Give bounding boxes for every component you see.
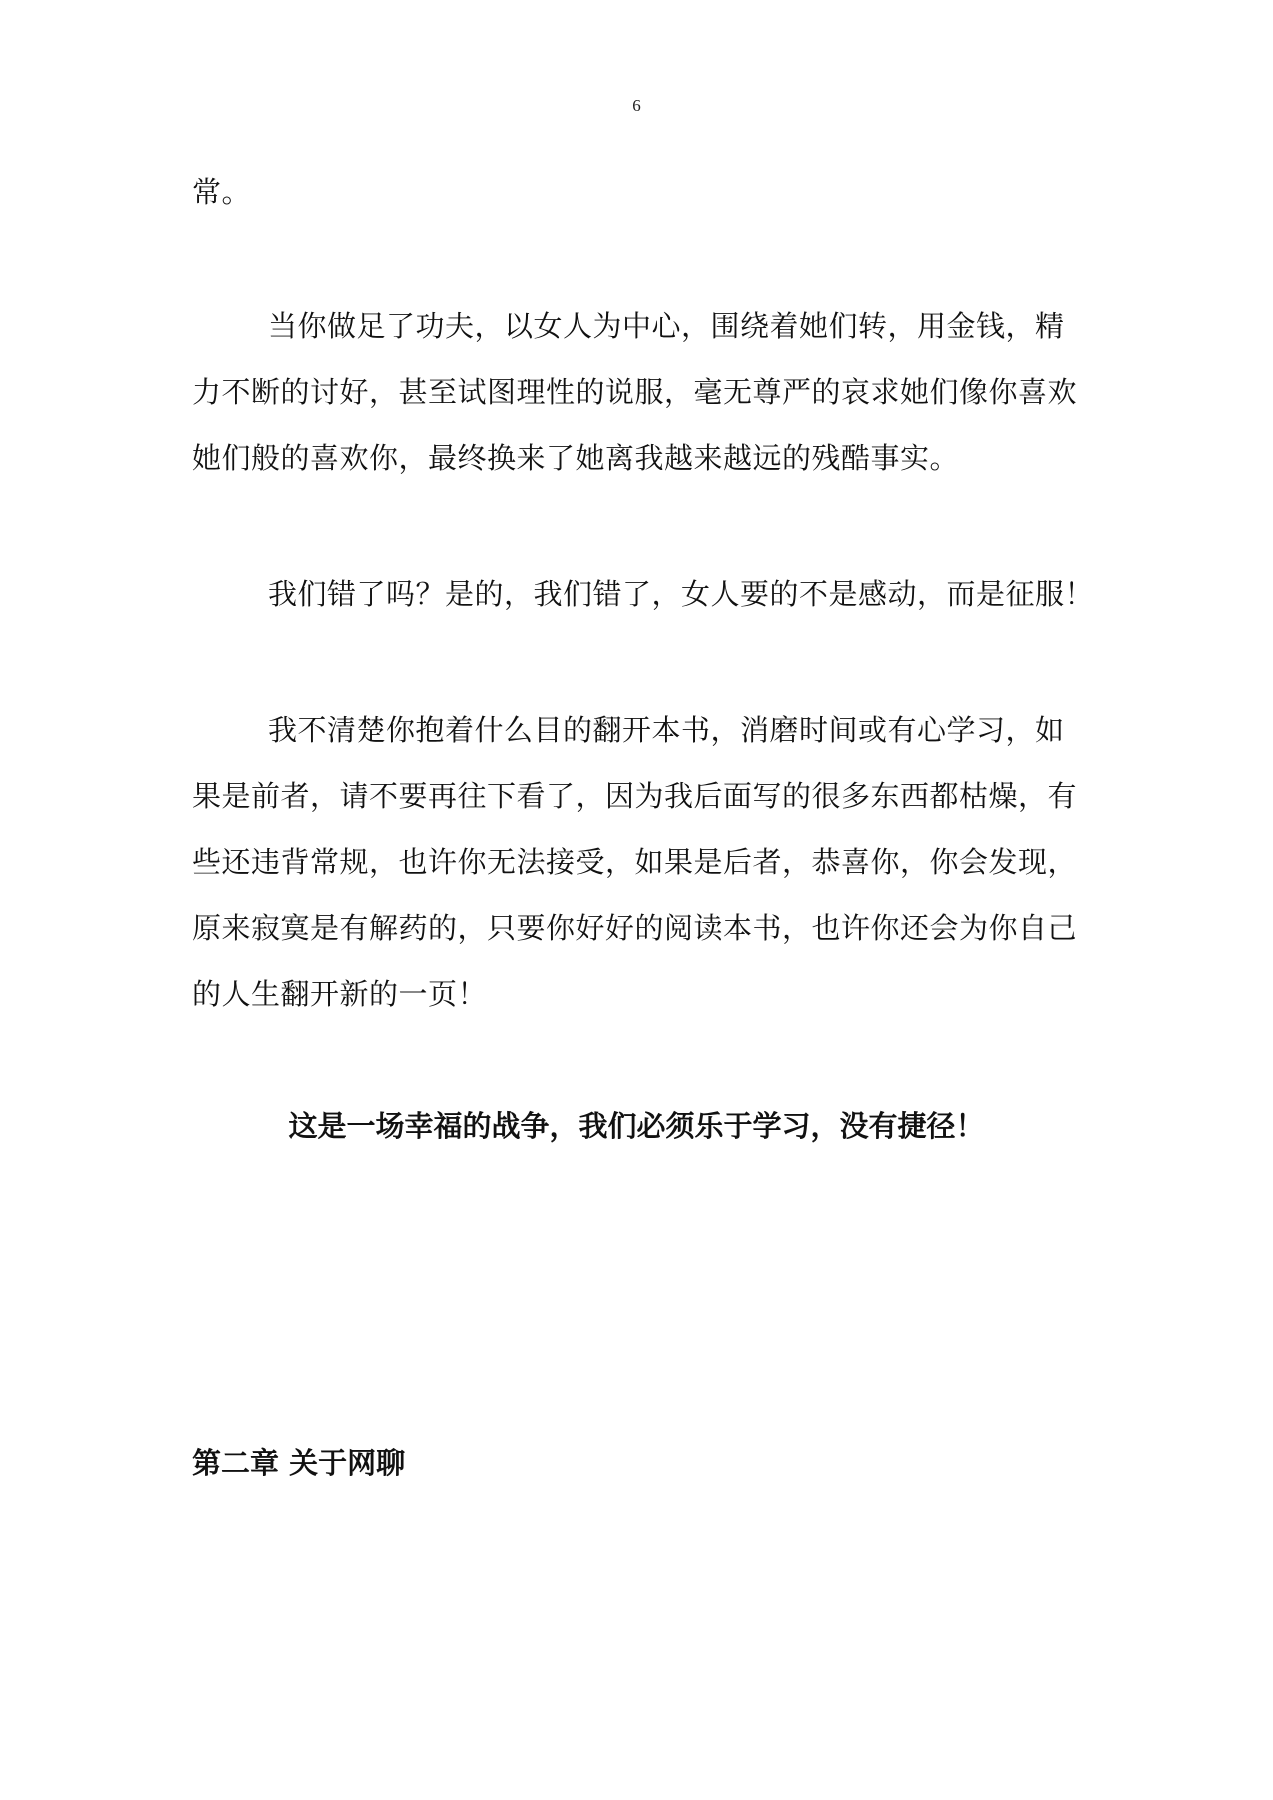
slogan: 这是一场幸福的战争，我们必须乐于学习，没有捷径！ [288,1109,985,1143]
paragraph-3-line-5: 的人生翻开新的一页！ [192,977,488,1011]
paragraph-3-line-4: 原来寂寞是有解药的，只要你好好的阅读本书，也许你还会为你自己 [192,911,1078,945]
continuation-line: 常。 [192,175,252,209]
paragraph-1-line-1: 当你做足了功夫，以女人为中心，围绕着她们转，用金钱，精 [268,309,1065,343]
paragraph-3-line-3: 些还违背常规，也许你无法接受，如果是后者，恭喜你，你会发现， [192,845,1078,879]
paragraph-2-line-1: 我们错了吗？是的，我们错了，女人要的不是感动，而是征服！ [268,577,1095,611]
chapter-heading: 第二章 关于网聊 [192,1446,406,1480]
paragraph-3-line-1: 我不清楚你抱着什么目的翻开本书，消磨时间或有心学习，如 [268,713,1065,747]
paragraph-3-line-2: 果是前者，请不要再往下看了，因为我后面写的很多东西都枯燥，有 [192,779,1078,813]
page-number: 6 [632,96,641,115]
paragraph-1-line-3: 她们般的喜欢你，最终换来了她离我越来越远的残酷事实。 [192,441,960,475]
paragraph-1-line-2: 力不断的讨好，甚至试图理性的说服，毫无尊严的哀求她们像你喜欢 [192,375,1078,409]
